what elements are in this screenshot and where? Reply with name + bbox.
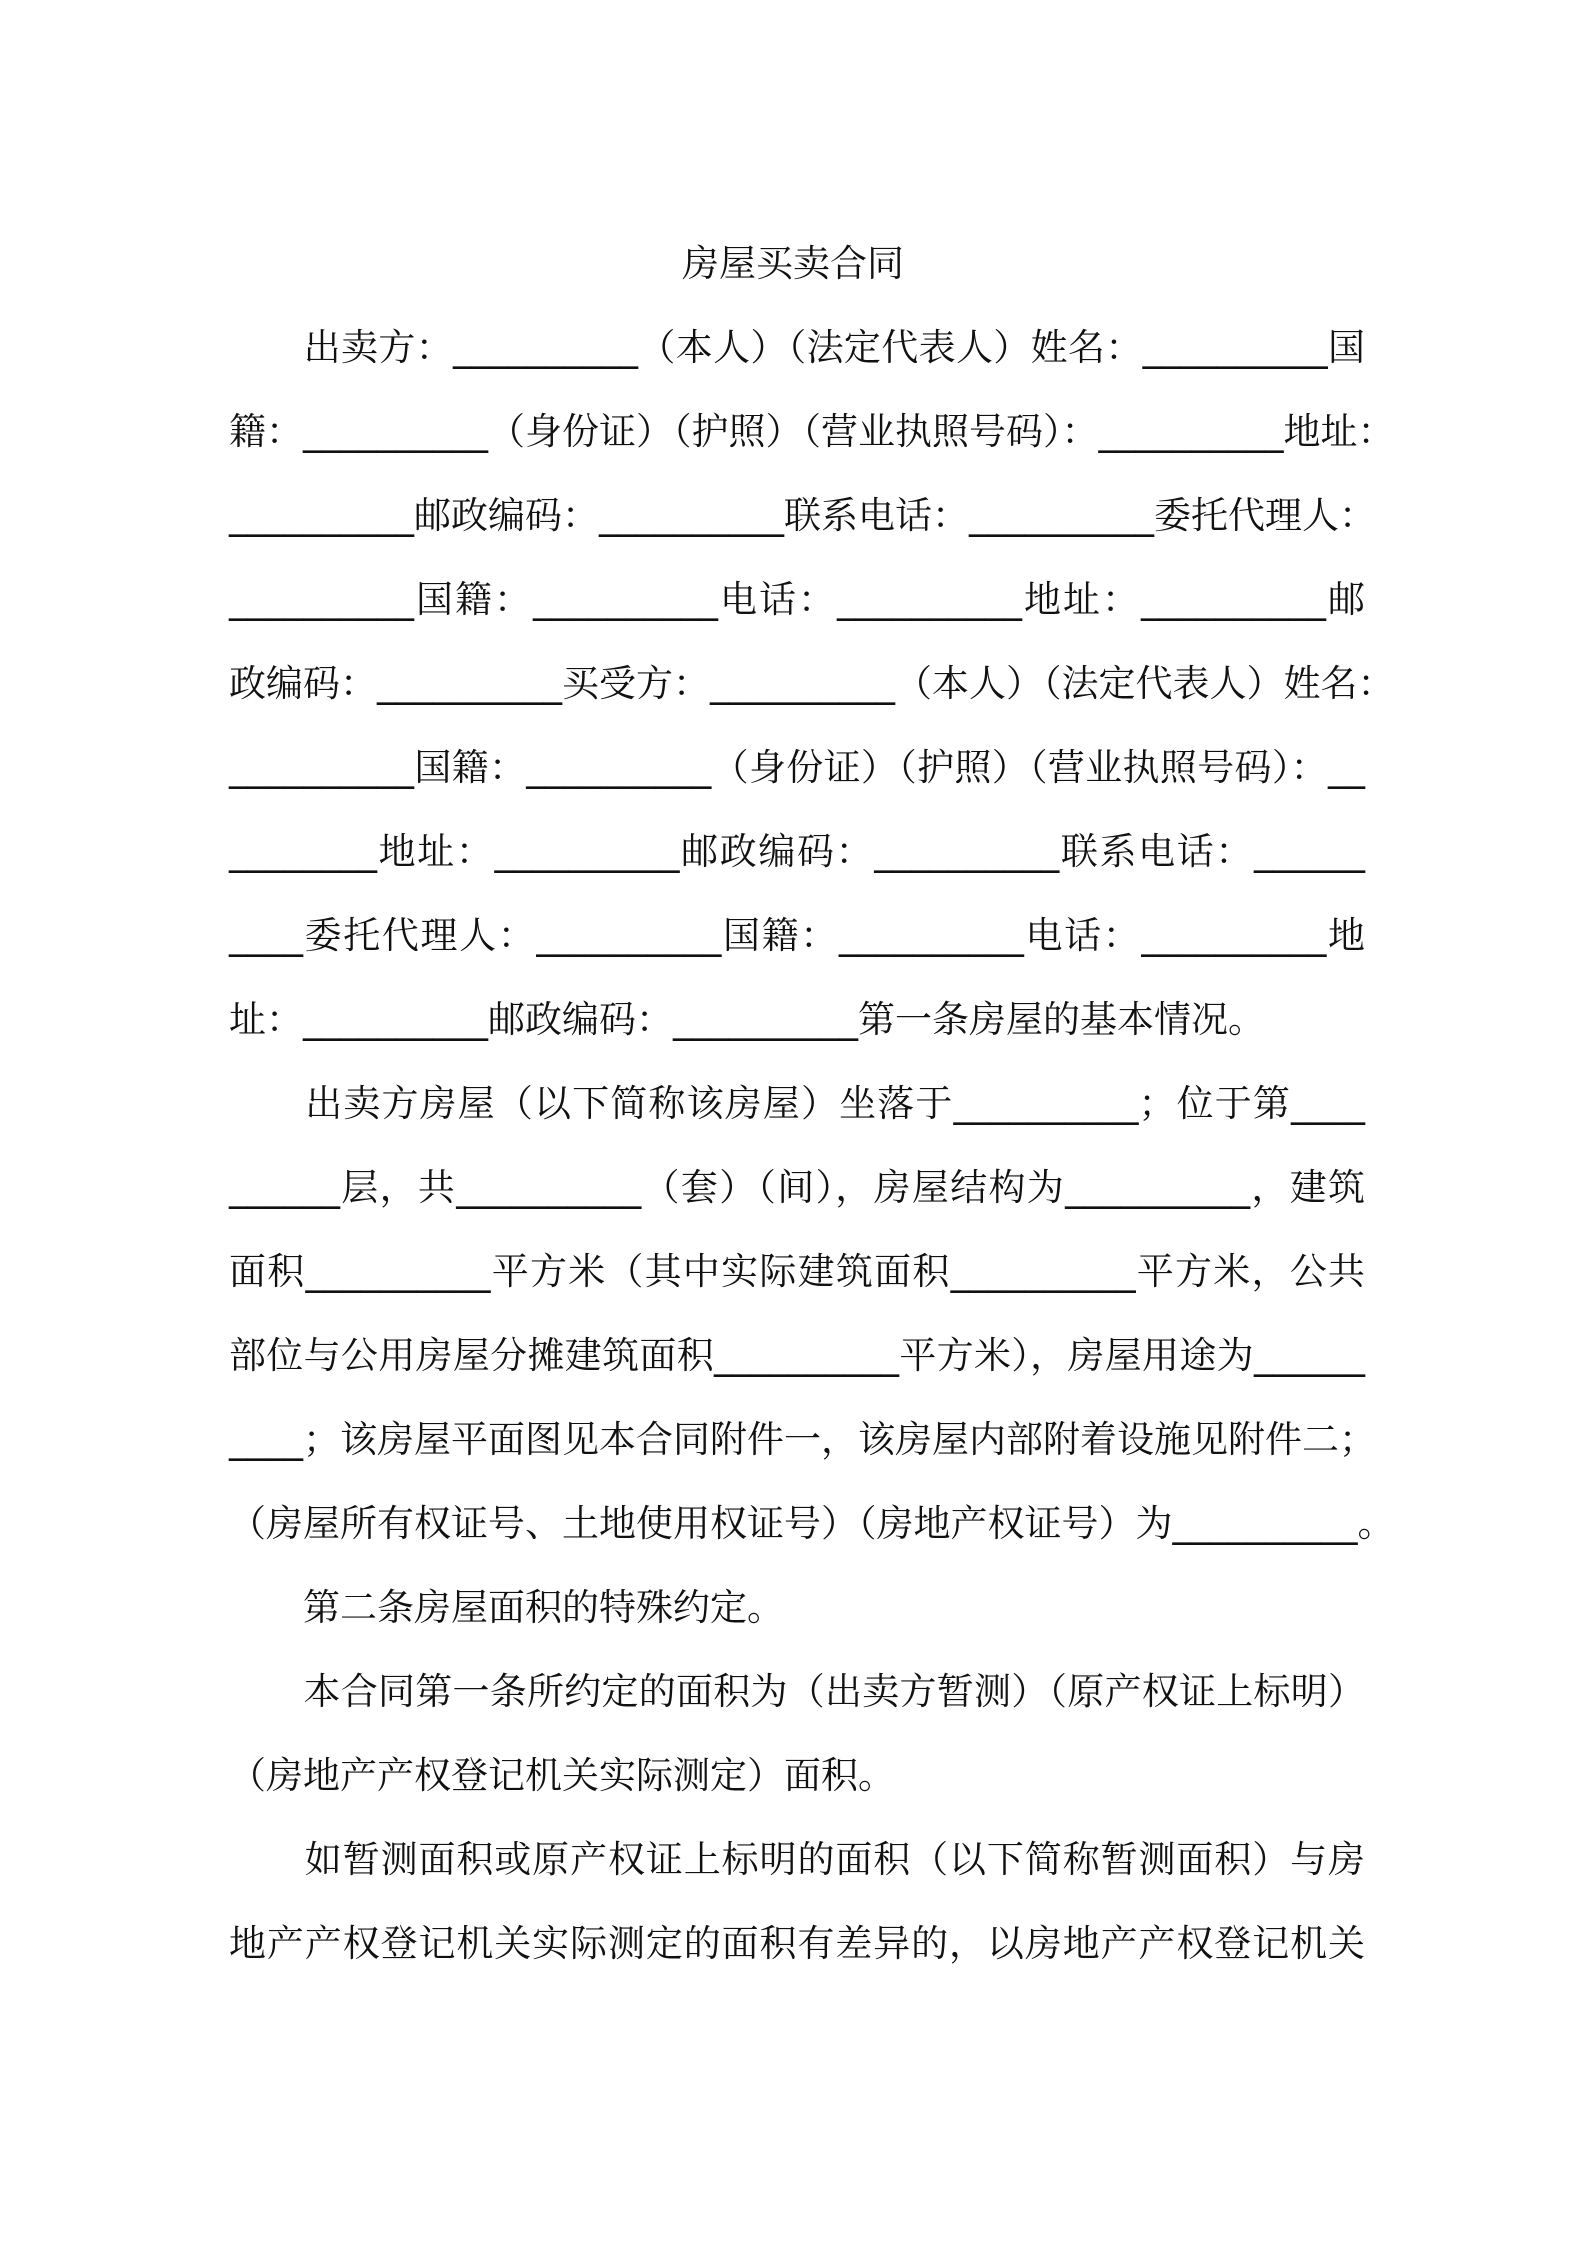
document-title: 房屋买卖合同: [682, 242, 904, 285]
text-line: __________国籍：__________（身份证）（护照）（营业执照号码）：__: [229, 746, 1365, 789]
text-line: __________邮政编码：__________联系电话：__________委托代理人：: [229, 494, 1376, 537]
text-line: （房地产产权登记机关实际测定）面积。: [229, 1754, 895, 1797]
text-line: 籍：__________（身份证）（护照）（营业执照号码）：__________地址：: [229, 410, 1395, 453]
text-line: 址：__________邮政编码：__________第一条房屋的基本情况。: [229, 998, 1265, 1041]
text-line: __________国籍：__________电话：__________地址：__________邮: [229, 578, 1365, 621]
text-line: ____委托代理人：__________国籍：__________电话：__________地: [229, 914, 1365, 957]
text-line: ________地址：__________邮政编码：__________联系电话：______: [229, 830, 1365, 873]
text-line: 本合同第一条所约定的面积为（出卖方暂测）（原产权证上标明）: [229, 1670, 1365, 1713]
text-line: （房屋所有权证号、土地使用权证号）（房地产权证号）为__________。: [229, 1502, 1395, 1545]
text-line: 如暂测面积或原产权证上标明的面积（以下简称暂测面积）与房: [229, 1838, 1365, 1881]
text-line: 政编码：__________买受方：__________（本人）（法定代表人）姓名：: [229, 662, 1395, 705]
text-line: ____；该房屋平面图见本合同附件一，该房屋内部附着设施见附件二；: [229, 1418, 1376, 1461]
text-line: ______层，共__________（套）（间），房屋结构为__________，建筑: [229, 1166, 1365, 1209]
text-line: 面积__________平方米（其中实际建筑面积__________平方米，公共: [229, 1250, 1365, 1293]
text-line: 第二条房屋面积的特殊约定。: [229, 1586, 784, 1629]
text-line: 出卖方房屋（以下简称该房屋）坐落于__________；位于第____: [229, 1082, 1365, 1125]
text-line: 地产产权登记机关实际测定的面积有差异的，以房地产产权登记机关: [229, 1922, 1365, 1965]
text-line: 出卖方：__________（本人）（法定代表人）姓名：__________国: [229, 326, 1365, 369]
text-line: 部位与公用房屋分摊建筑面积__________平方米），房屋用途为______: [229, 1334, 1365, 1377]
